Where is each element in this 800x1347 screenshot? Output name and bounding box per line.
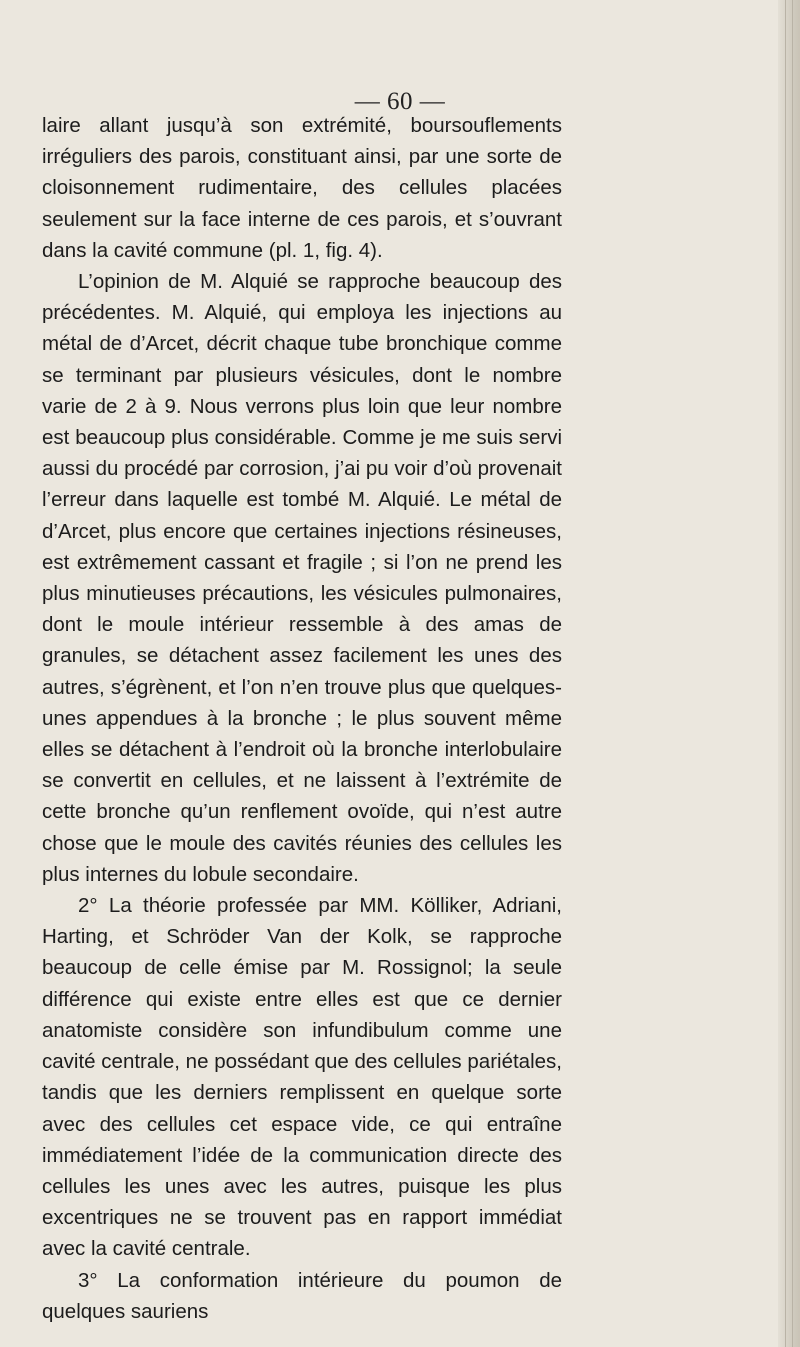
- page-edge-line: [792, 0, 793, 1347]
- paragraph-theory-3: 3° La conformation intérieure du poumon de quelques sauriens: [42, 1268, 562, 1323]
- page-edge-line: [785, 0, 786, 1347]
- body-text: [42, 110, 562, 1327]
- paragraph-theory-2: 2° La théorie professée par MM. Kölliker, Adriani, Harting, et Schröder Van der Kolk, se rapproche beaucoup de celle émise par M. Rossignol; la seule différence qui existe entre elles est que ce dernier anatomiste considère son infundibulum comme une cavité centrale, ne possédant que des cellules pariétales, tandis que les derniers remplissent en quelque sorte avec des cellules cet espace vide, ce qui entraîne immédiatement l’idée de la communication directe des cellules les unes avec les autres, puisque les plus excentriques ne se trouvent pas en rapport immédiat avec la cavité centrale.: [42, 894, 562, 1261]
- page-edge: [778, 0, 800, 1347]
- page-number-header: — 60 —: [354, 88, 446, 115]
- paragraph-alquie: L’opinion de M. Alquié se rapproche beaucoup des précédentes. M. Alquié, qui employa les injections au métal de d’Arcet, décrit chaque tube bronchique comme se terminant par plusieurs vésicules, dont le nombre varie de 2 à 9. Nous verrons plus loin que leur nombre est beaucoup plus considérable. Comme je me suis servi aussi du procédé par corrosion, j’ai pu voir d’où provenait l’erreur dans laquelle est tombé M. Alquié. Le métal de d’Arcet, plus encore que certaines injections résineuses, est extrêmement cassant et fragile ; si l’on ne prend les plus minutieuses précautions, les vésicules pulmonaires, dont le moule intérieur ressemble à des amas de granules, se détachent assez facilement les unes des autres, s’égrènent, et l’on n’en trouve plus que quelques-unes appendues à la bronche ; le plus souvent même elles se détachent à l’endroit où la bronche interlobulaire se convertit en cellules, et ne laissent à l’extrémite de cette bronche qu’un renflement ovoïde, qui n’est autre chose que le moule des cavités réunies des cellules les plus internes du lobule secondaire.: [42, 270, 562, 886]
- paragraph-continuation: laire allant jusqu’à son extrémité, boursouflements irréguliers des parois, constituant ainsi, par une sorte de cloisonnement rudimentaire, des cellules placées seulement sur la face interne de ces parois, et s’ouvrant dans la cavité commune (pl. 1, fig. 4).: [42, 114, 562, 262]
